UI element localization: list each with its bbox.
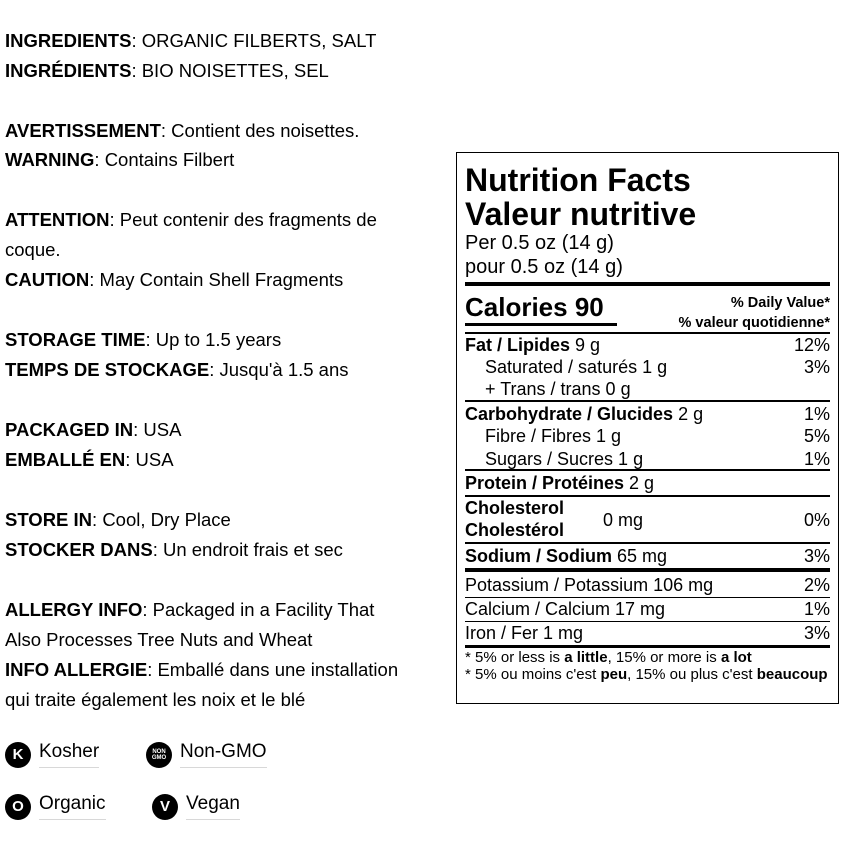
info-label: STORE IN	[5, 509, 93, 530]
info-text: : Packaged in a Facility That	[142, 599, 375, 620]
saturated-row: Saturated / saturés 1 g 3%	[485, 357, 830, 377]
info-line	[5, 120, 359, 142]
info-text: : ORGANIC FILBERTS, SALT	[131, 30, 377, 51]
info-label: TEMPS DE STOCKAGE	[5, 359, 210, 380]
info-label: CAUTION	[5, 269, 90, 290]
info-label: EMBALLÉ EN	[5, 449, 126, 470]
info-line	[5, 269, 343, 291]
info-line	[5, 329, 281, 351]
daily-value-header: % Daily Value* % valeur quotidienne*	[678, 295, 830, 331]
info-text: : Jusqu'à 1.5 ans	[209, 359, 349, 380]
kosher-icon: K	[5, 742, 31, 768]
nutrition-title-en: Nutrition Facts	[465, 162, 691, 198]
info-line	[5, 509, 231, 531]
footnote-en: * 5% or less is a little, 15% or more is a lot	[465, 649, 752, 666]
info-line	[5, 599, 374, 621]
info-line	[5, 689, 305, 711]
info-line	[5, 659, 398, 681]
info-label: INGRÉDIENTS	[5, 60, 132, 81]
info-text: : Un endroit frais et sec	[152, 539, 343, 560]
info-line	[5, 30, 376, 52]
info-text: coque.	[5, 239, 61, 260]
info-text: qui traite également les noix et le blé	[5, 689, 306, 710]
vegan-icon: V	[152, 794, 178, 820]
info-text: : Contains Filbert	[94, 149, 235, 170]
info-line	[5, 629, 312, 651]
calories-underline	[465, 323, 617, 326]
kosher-label: Kosher	[39, 741, 99, 768]
info-line	[5, 149, 234, 171]
vegan-badge	[152, 793, 240, 820]
info-label: AVERTISSEMENT	[5, 120, 161, 141]
sodium-row: Sodium / Sodium 65 mg 3%	[465, 546, 830, 566]
organic-icon: O	[5, 794, 31, 820]
info-text: : USA	[133, 419, 182, 440]
rule	[465, 645, 830, 648]
nutrition-title-fr: Valeur nutritive	[465, 196, 697, 232]
info-label: STORAGE TIME	[5, 329, 146, 350]
info-label: STOCKER DANS	[5, 539, 153, 560]
fibre-row: Fibre / Fibres 1 g 5%	[485, 426, 830, 446]
rule	[465, 542, 830, 544]
rule	[465, 400, 830, 402]
carbohydrate-row: Carbohydrate / Glucides 2 g 1%	[465, 404, 830, 424]
info-line	[5, 449, 174, 471]
trans-row: + Trans / trans 0 g	[485, 379, 631, 399]
thick-rule	[465, 568, 830, 572]
info-label: WARNING	[5, 149, 95, 170]
calories: Calories 90	[465, 292, 604, 322]
info-text: : Cool, Dry Place	[92, 509, 231, 530]
rule	[465, 469, 830, 471]
serving-size-en: Per 0.5 oz (14 g)	[465, 232, 614, 254]
info-label: PACKAGED IN	[5, 419, 134, 440]
info-text: : Contient des noisettes.	[160, 120, 360, 141]
info-text: : Emballé dans une installation	[147, 659, 399, 680]
rule	[465, 495, 830, 497]
sugars-row: Sugars / Sucres 1 g 1%	[485, 449, 830, 469]
potassium-row: Potassium / Potassium 106 mg 2%	[465, 575, 830, 595]
info-text: : BIO NOISETTES, SEL	[131, 60, 329, 81]
nutrition-facts-panel: Nutrition Facts Valeur nutritive Per 0.5 oz (14 g) pour 0.5 oz (14 g) Calories 90 % Daily Value* % valeur quotidienne* Fat / Lipides 9 g 12% Saturated / saturés 1 g 3% + Trans / trans 0 g Carbohydrate / Glucides 2 g 1% Fibre / Fibres 1 g 5% Sugars / Sucres 1 g 1% Protein / Protéines 2 g Cholesterol Cholestérol 0 mg 0% Sodium / Sodium 65 mg 3% Potassium / Potassium 106 mg 2% Calcium / Calcium 17 mg 1% Iron / Fer 1 mg 3% * 5% or less is a little, 15% or more is a lot * 5% ou moins c'est peu, 15% ou plus c'est beaucoup	[456, 152, 839, 704]
info-text: : USA	[125, 449, 174, 470]
info-label: ALLERGY INFO	[5, 599, 143, 620]
info-text: : Peut contenir des fragments de	[109, 209, 377, 230]
iron-row: Iron / Fer 1 mg 3%	[465, 623, 830, 643]
info-line	[5, 239, 61, 261]
organic-label: Organic	[39, 793, 106, 820]
non-gmo-badge	[146, 741, 267, 768]
organic-badge	[5, 793, 106, 820]
thick-rule	[465, 282, 830, 286]
kosher-badge	[5, 741, 99, 768]
info-line	[5, 359, 349, 381]
non-gmo-label: Non-GMO	[180, 741, 267, 768]
calcium-row: Calcium / Calcium 17 mg 1%	[465, 599, 830, 619]
info-text: : May Contain Shell Fragments	[89, 269, 344, 290]
info-label: INGREDIENTS	[5, 30, 132, 51]
info-line	[5, 539, 343, 561]
protein-row: Protein / Protéines 2 g	[465, 473, 655, 493]
footnote-fr: * 5% ou moins c'est peu, 15% ou plus c'est beaucoup	[465, 666, 828, 683]
info-label: INFO ALLERGIE	[5, 659, 148, 680]
info-line	[5, 209, 377, 231]
info-text: : Up to 1.5 years	[145, 329, 282, 350]
non-gmo-icon: NON GMO	[146, 742, 172, 768]
info-label: ATTENTION	[5, 209, 110, 230]
info-line	[5, 60, 329, 82]
info-line	[5, 419, 181, 441]
serving-size-fr: pour 0.5 oz (14 g)	[465, 256, 623, 278]
vegan-label: Vegan	[186, 793, 240, 820]
info-text: Also Processes Tree Nuts and Wheat	[5, 629, 313, 650]
fat-row: Fat / Lipides 9 g 12%	[465, 335, 830, 355]
